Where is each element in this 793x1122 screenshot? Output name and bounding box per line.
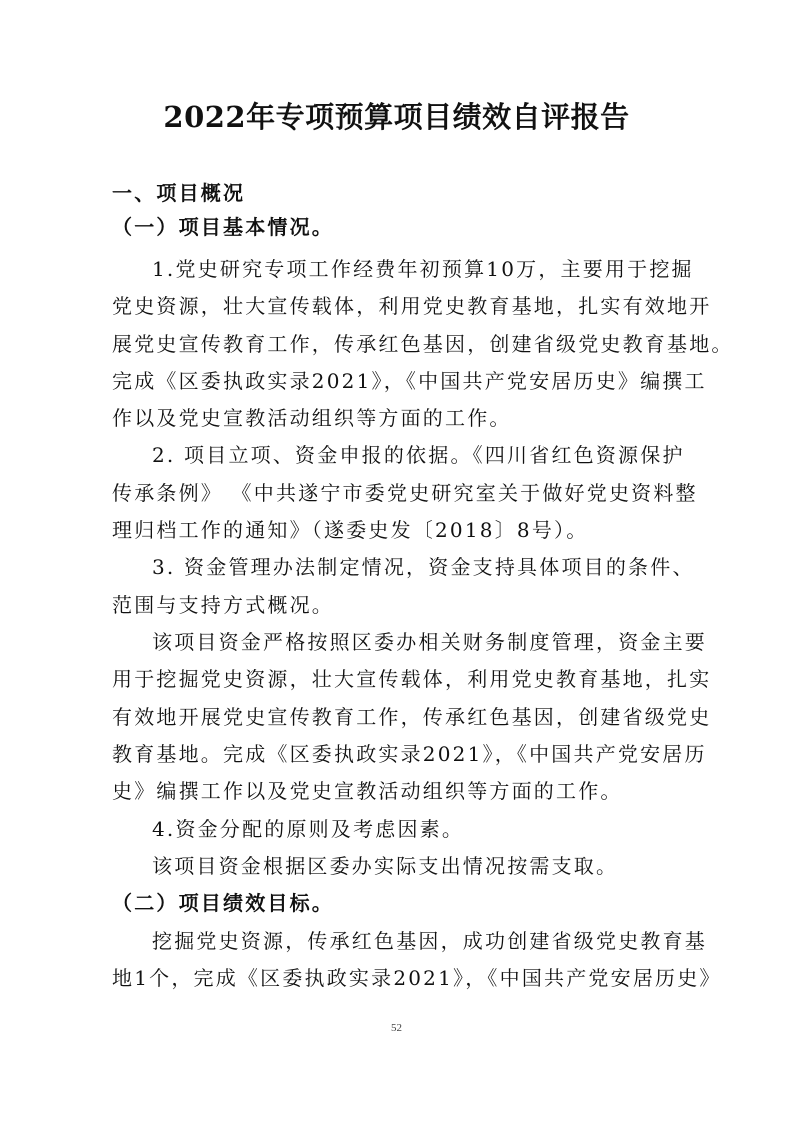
- paragraph-line: 展党史宣传教育工作，传承红色基因，创建省级党史教育基地。: [112, 332, 734, 356]
- paragraph-line: 范围与支持方式概况。: [112, 593, 334, 617]
- paragraph-line: 完成《区委执政实录2021》，《中国共产党安居历史》编撰工: [112, 369, 707, 393]
- section-heading: 一、项目概况: [112, 181, 246, 205]
- paragraph-line: 传承条例》 《中共遂宁市委党史研究室关于做好党史资料整: [112, 481, 698, 505]
- paragraph-line: 作以及党史宣教活动组织等方面的工作。: [112, 406, 512, 430]
- paragraph-line: 1.党史研究专项工作经费年初预算10万，主要用于挖掘: [152, 257, 694, 281]
- paragraph-line: 2. 项目立项、资金申报的依据。《四川省红色资源保护: [152, 443, 685, 467]
- page-number: 52: [391, 1022, 402, 1034]
- paragraph-line: 该项目资金严格按照区委办相关财务制度管理，资金主要: [152, 630, 707, 654]
- paragraph-line: 有效地开展党史宣传教育工作，传承红色基因，创建省级党史: [112, 705, 712, 729]
- subsection-heading: （二）项目绩效目标。: [112, 891, 334, 915]
- paragraph-line: 4.资金分配的原则及考虑因素。: [152, 817, 465, 841]
- paragraph-line: 史》编撰工作以及党史宣教活动组织等方面的工作。: [112, 779, 623, 803]
- subsection-heading: （一）项目基本情况。: [112, 215, 334, 239]
- page-title: 2022年专项预算项目绩效自评报告: [163, 100, 630, 134]
- paragraph-line: 用于挖掘党史资源，壮大宣传载体，利用党史教育基地，扎实: [112, 667, 712, 691]
- paragraph-line: 理归档工作的通知》（遂委史发〔2018〕8号）。: [112, 518, 589, 542]
- paragraph-line: 教育基地。完成《区委执政实录2021》，《中国共产党安居历: [112, 742, 707, 766]
- paragraph-line: 该项目资金根据区委办实际支出情况按需支取。: [152, 854, 619, 878]
- paragraph-line: 挖掘党史资源，传承红色基因，成功创建省级党史教育基: [152, 929, 707, 953]
- paragraph-line: 3. 资金管理办法制定情况，资金支持具体项目的条件、: [152, 555, 695, 579]
- paragraph-line: 地1个，完成《区委执政实录2021》，《中国共产党安居历史》: [112, 966, 722, 990]
- paragraph-line: 党史资源，壮大宣传载体，利用党史教育基地，扎实有效地开: [112, 294, 712, 318]
